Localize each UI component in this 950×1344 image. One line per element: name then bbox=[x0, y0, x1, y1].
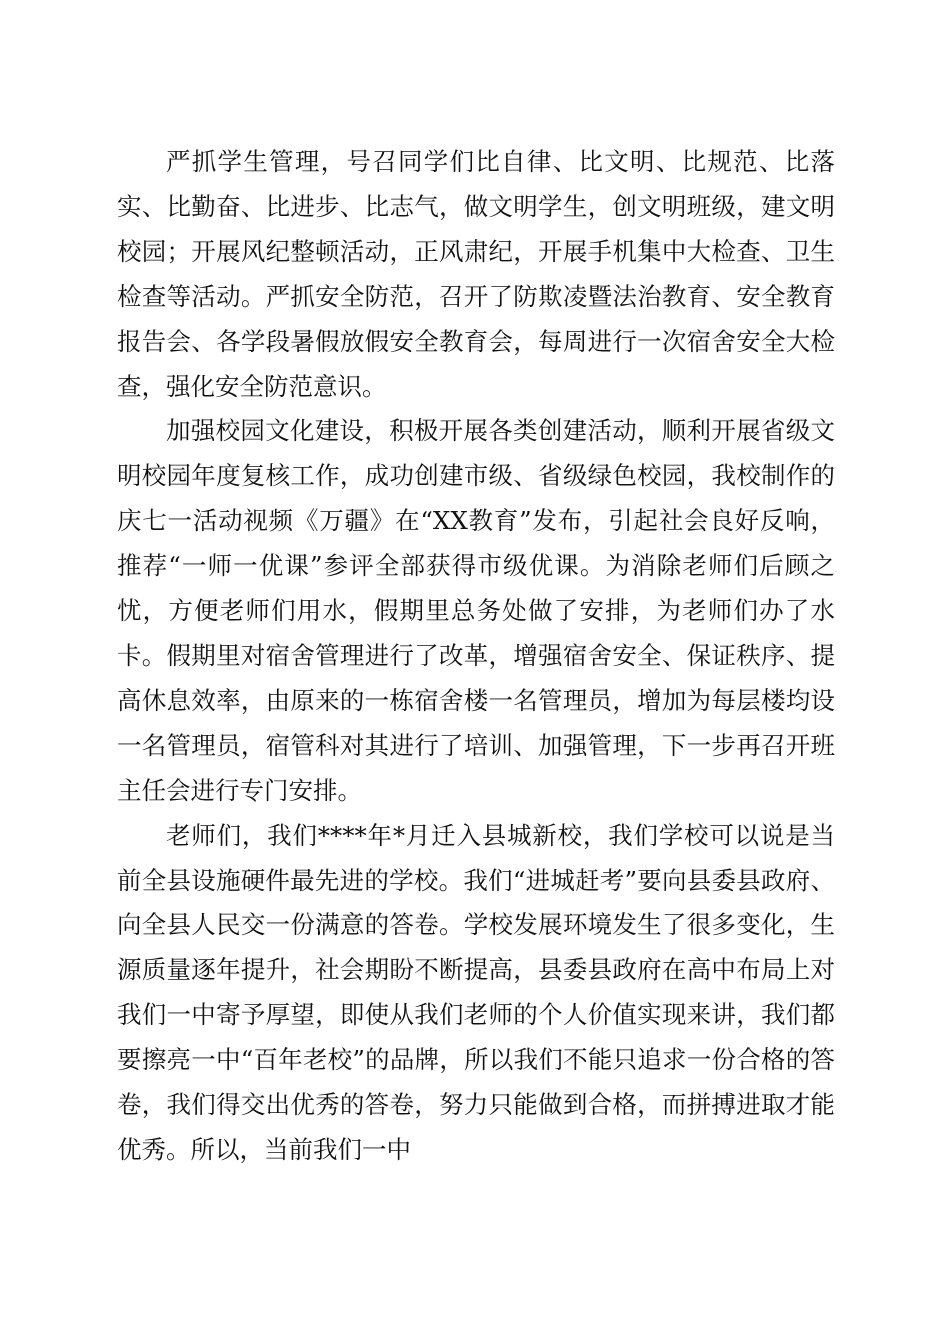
paragraph-student-management: 严抓学生管理，号召同学们比自律、比文明、比规范、比落实、比勤奋、比进步、比志气，做文明学生，创文明班级，建文明校园；开展风纪整顿活动，正风肃纪，开展手机集中大检查、卫生检查等活动。严抓安全防范，召开了防欺凌暨法治教育、安全教育报告会、各学段暑假放假安全教育会，每周进行一次宿舍安全大检查，强化安全防范意识。 bbox=[117, 147, 835, 401]
document-body bbox=[117, 140, 835, 1173]
paragraph-campus-culture: 加强校园文化建设，积极开展各类创建活动，顺利开展省级文明校园年度复核工作，成功创建市级、省级绿色校园，我校制作的庆七一活动视频《万疆》在“XX教育”发布，引起社会良好反响，推荐“一师一优课”参评全部获得市级优课。为消除老师们后顾之忧，方便老师们用水，假期里总务处做了安排，为老师们办了水卡。假期里对宿舍管理进行了改革，增强宿舍安全、保证秩序、提高休息效率，由原来的一栋宿舍楼一名管理员，增加为每层楼均设一名管理员，宿管科对其进行了培训、加强管理，下一步再召开班主任会进行专门安排。 bbox=[117, 416, 835, 805]
paragraph-new-campus: 老师们，我们****年*月迁入县城新校，我们学校可以说是当前全县设施硬件最先进的学校。我们“进城赶考”要向县委县政府、向全县人民交一份满意的答卷。学校发展环境发生了很多变化，生源质量逐年提升，社会期盼不断提高，县委县政府在高中布局上对我们一中寄予厚望，即使从我们老师的个人价值实现来讲，我们都要擦亮一中“百年老校”的品牌，所以我们不能只追求一份合格的答卷，我们得交出优秀的答卷，努力只能做到合格，而拼搏进取才能优秀。所以，当前我们一中 bbox=[117, 820, 835, 1164]
